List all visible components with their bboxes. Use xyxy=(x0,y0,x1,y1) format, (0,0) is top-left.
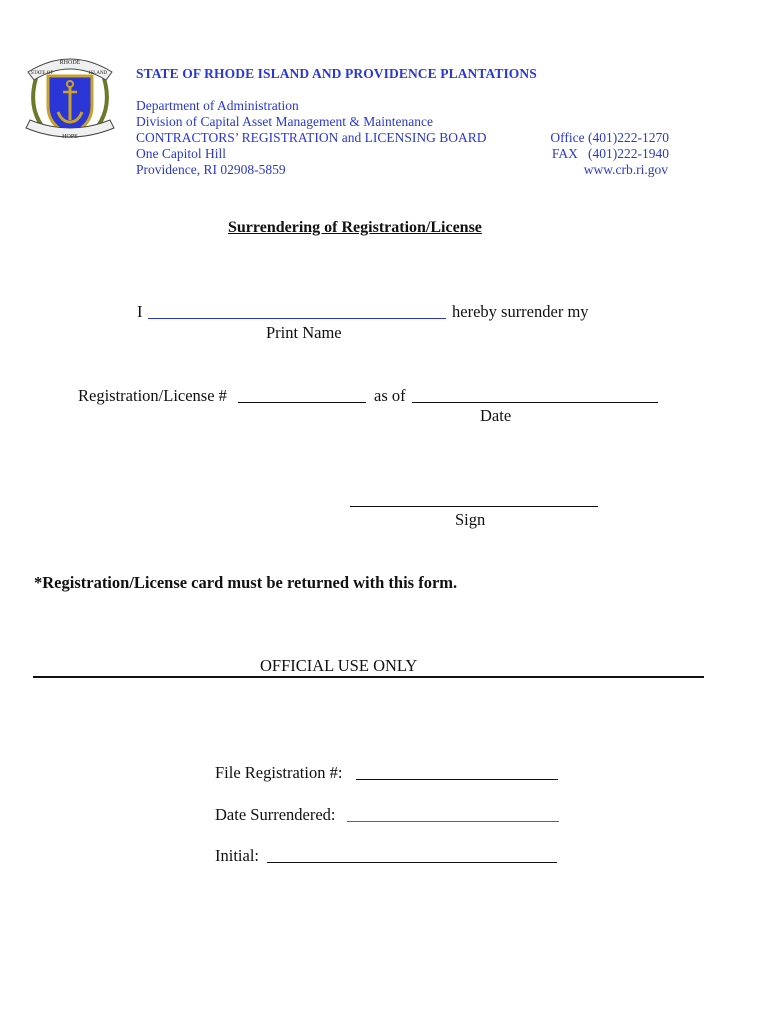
date-surrendered-field[interactable] xyxy=(347,821,559,822)
address-line-2: Providence, RI 02908-5859 xyxy=(136,162,286,177)
department-name: Department of Administration xyxy=(136,98,299,113)
seal-banner-text: HOPE xyxy=(62,134,78,140)
board-name: CONTRACTORS’ REGISTRATION and LICENSING BOARD xyxy=(136,130,487,145)
print-name-field[interactable] xyxy=(148,318,446,319)
as-of-label: as of xyxy=(374,386,406,405)
print-name-caption: Print Name xyxy=(266,323,342,342)
surrender-text: hereby surrender my xyxy=(452,302,589,321)
registration-license-number-field[interactable] xyxy=(238,402,366,403)
address-line-1: One Capitol Hill xyxy=(136,146,226,161)
office-phone: Office (401)222-1270 xyxy=(550,130,669,145)
file-registration-label: File Registration #: xyxy=(215,763,343,782)
official-use-heading: OFFICIAL USE ONLY xyxy=(260,656,418,675)
as-of-date-field[interactable] xyxy=(412,402,658,403)
state-seal-logo xyxy=(22,48,118,148)
signature-field[interactable] xyxy=(350,506,598,507)
sign-caption: Sign xyxy=(455,510,486,529)
date-caption: Date xyxy=(480,406,512,425)
return-card-note: *Registration/License card must be returned with this form. xyxy=(34,573,458,592)
file-registration-field[interactable] xyxy=(356,779,558,780)
website-link[interactable]: www.crb.ri.gov xyxy=(583,162,668,177)
division-name: Division of Capital Asset Management & Maintenance xyxy=(136,114,433,129)
seal-text-right: ISLAND xyxy=(88,71,108,76)
initial-label: Initial: xyxy=(215,846,259,865)
i-label: I xyxy=(137,302,143,321)
state-name: STATE OF RHODE ISLAND AND PROVIDENCE PLANTATIONS xyxy=(136,66,537,81)
seal-text-left: STATE OF xyxy=(30,71,54,76)
fax-number: FAX (401)222-1940 xyxy=(551,146,669,161)
registration-license-label: Registration/License # xyxy=(78,386,227,405)
initial-field[interactable] xyxy=(267,862,557,863)
seal-text-top: RHODE xyxy=(59,60,81,66)
date-surrendered-label: Date Surrendered: xyxy=(215,805,336,824)
official-use-divider xyxy=(33,676,704,678)
form-title: Surrendering of Registration/License xyxy=(228,219,482,236)
